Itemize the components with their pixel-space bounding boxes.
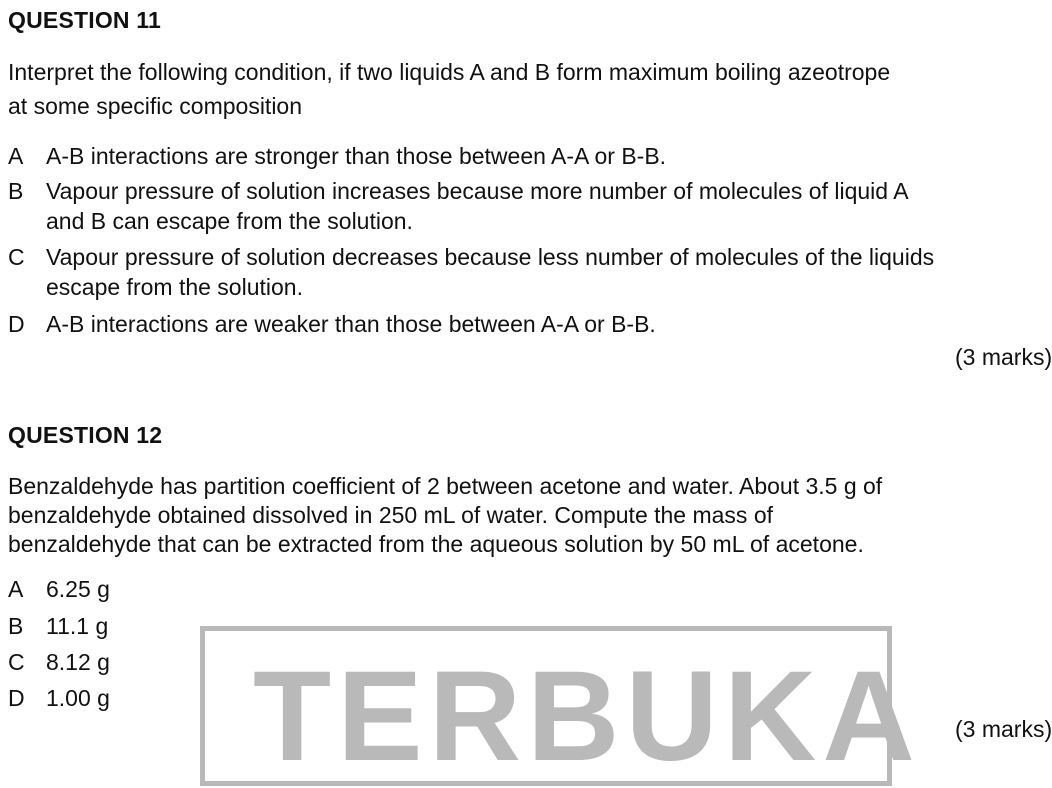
- q12-stem-line-3: benzaldehyde that can be extracted from the aqueous solution by 50 mL of acetone.: [8, 531, 864, 557]
- question-11-heading: QUESTION 11: [8, 7, 162, 33]
- q11-option-c-text-1: Vapour pressure of solution decreases because less number of molecules of the liquids: [46, 244, 935, 270]
- q11-marks: (3 marks): [955, 344, 1052, 370]
- q11-option-c-letter: C: [8, 244, 25, 270]
- q11-option-a-text: A-B interactions are stronger than those between A-A or B-B.: [46, 143, 667, 169]
- watermark-text: TERBUKA: [253, 645, 921, 788]
- question-12-heading: QUESTION 12: [8, 422, 163, 448]
- q12-option-a-text: 6.25 g: [46, 576, 110, 602]
- q11-option-d-letter: D: [8, 311, 25, 337]
- q11-stem-line-2: at some specific composition: [8, 93, 303, 119]
- q12-stem-line-2: benzaldehyde obtained dissolved in 250 mL of water. Compute the mass of: [8, 502, 774, 528]
- q11-option-c-text-2: escape from the solution.: [46, 274, 303, 300]
- q12-marks: (3 marks): [955, 716, 1052, 742]
- q12-stem-line-1: Benzaldehyde has partition coefficient of 2 between acetone and water. About 3.5 g of: [8, 473, 883, 499]
- watermark-stamp: [200, 626, 921, 788]
- q12-option-d-text: 1.00 g: [46, 685, 110, 711]
- q12-option-c-letter: C: [8, 649, 25, 675]
- q12-option-c-text: 8.12 g: [46, 649, 110, 675]
- q12-option-b-text: 11.1 g: [46, 613, 109, 639]
- q11-option-b-text-1: Vapour pressure of solution increases because more number of molecules of liquid A: [46, 178, 909, 204]
- q12-option-d-letter: D: [8, 685, 25, 711]
- q11-option-a-letter: A: [8, 143, 24, 169]
- q12-option-b-letter: B: [8, 613, 24, 639]
- q11-stem-line-1: Interpret the following condition, if two liquids A and B form maximum boiling azeotrope: [8, 59, 891, 85]
- q11-option-d-text: A-B interactions are weaker than those between A-A or B-B.: [46, 311, 656, 337]
- q12-option-a-letter: A: [8, 576, 24, 602]
- q11-option-b-text-2: and B can escape from the solution.: [46, 208, 413, 234]
- q11-option-b-letter: B: [8, 178, 24, 204]
